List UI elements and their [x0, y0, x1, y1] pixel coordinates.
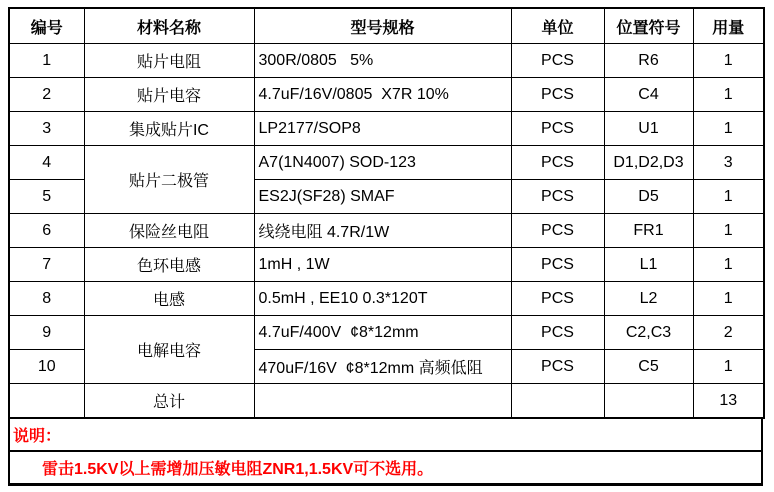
- cell-no-empty: [9, 384, 84, 419]
- cell-qty: 1: [693, 44, 764, 78]
- cell-name: 集成贴片IC: [84, 112, 254, 146]
- cell-pos: R6: [604, 44, 693, 78]
- cell-no: 4: [9, 146, 84, 180]
- cell-spec: 线绕电阻 4.7R/1W: [254, 214, 511, 248]
- table-row: [9, 282, 764, 316]
- table-row: [9, 316, 764, 350]
- cell-pos: D5: [604, 180, 693, 214]
- total-row: [9, 384, 764, 419]
- cell-unit: PCS: [511, 146, 604, 180]
- cell-qty: 3: [693, 146, 764, 180]
- cell-qty: 1: [693, 180, 764, 214]
- cell-name: 电感: [84, 282, 254, 316]
- notes-label: 说明：: [13, 428, 62, 445]
- cell-no: 9: [9, 316, 84, 350]
- header-qty: 用量: [693, 8, 764, 44]
- header-unit: 单位: [511, 8, 604, 44]
- cell-unit-empty: [511, 384, 604, 419]
- cell-name: 贴片电阻: [84, 44, 254, 78]
- cell-name: 贴片电容: [84, 78, 254, 112]
- cell-pos: C4: [604, 78, 693, 112]
- header-no: 编号: [9, 8, 84, 44]
- cell-unit: PCS: [511, 112, 604, 146]
- cell-qty: 1: [693, 78, 764, 112]
- cell-pos: FR1: [604, 214, 693, 248]
- cell-unit: PCS: [511, 214, 604, 248]
- cell-name: 保险丝电阻: [84, 214, 254, 248]
- cell-pos: C2,C3: [604, 316, 693, 350]
- cell-unit: PCS: [511, 282, 604, 316]
- table-row: [9, 44, 764, 78]
- cell-name: 色环电感: [84, 248, 254, 282]
- cell-name-merged: 电解电容: [84, 316, 254, 384]
- cell-pos: L2: [604, 282, 693, 316]
- cell-spec: ES2J(SF28) SMAF: [254, 180, 511, 214]
- notes-text-row: [8, 452, 763, 486]
- table-row: [9, 248, 764, 282]
- cell-spec: 300R/0805 5%: [254, 44, 511, 78]
- cell-unit: PCS: [511, 316, 604, 350]
- cell-name-merged: 贴片二极管: [84, 146, 254, 214]
- notes-text: 雷击1.5KV以上需增加压敏电阻ZNR1,1.5KV可不选用。: [42, 461, 434, 478]
- table-row: [9, 78, 764, 112]
- cell-spec-empty: [254, 384, 511, 419]
- cell-qty: 1: [693, 350, 764, 384]
- bom-table: [8, 7, 765, 419]
- cell-qty: 2: [693, 316, 764, 350]
- header-name: 材料名称: [84, 8, 254, 44]
- cell-pos: L1: [604, 248, 693, 282]
- cell-no: 5: [9, 180, 84, 214]
- cell-spec: 4.7uF/16V/0805 X7R 10%: [254, 78, 511, 112]
- cell-pos: C5: [604, 350, 693, 384]
- header-pos: 位置符号: [604, 8, 693, 44]
- cell-no: 10: [9, 350, 84, 384]
- notes-label-row: [8, 419, 763, 452]
- cell-spec: 4.7uF/400V ¢8*12mm: [254, 316, 511, 350]
- cell-unit: PCS: [511, 44, 604, 78]
- header-spec: 型号规格: [254, 8, 511, 44]
- cell-qty: 1: [693, 112, 764, 146]
- cell-unit: PCS: [511, 248, 604, 282]
- cell-no: 1: [9, 44, 84, 78]
- cell-no: 7: [9, 248, 84, 282]
- header-row: [9, 8, 764, 44]
- total-label: 总计: [84, 384, 254, 419]
- cell-qty: 1: [693, 282, 764, 316]
- cell-unit: PCS: [511, 180, 604, 214]
- cell-spec: LP2177/SOP8: [254, 112, 511, 146]
- cell-no: 2: [9, 78, 84, 112]
- cell-pos: D1,D2,D3: [604, 146, 693, 180]
- cell-spec: 470uF/16V ¢8*12mm 高频低阻: [254, 350, 511, 384]
- cell-pos-empty: [604, 384, 693, 419]
- cell-spec: A7(1N4007) SOD-123: [254, 146, 511, 180]
- cell-no: 3: [9, 112, 84, 146]
- table-row: [9, 146, 764, 180]
- cell-no: 8: [9, 282, 84, 316]
- total-qty: 13: [693, 384, 764, 419]
- cell-unit: PCS: [511, 350, 604, 384]
- cell-unit: PCS: [511, 78, 604, 112]
- cell-qty: 1: [693, 214, 764, 248]
- cell-spec: 0.5mH , EE10 0.3*120T: [254, 282, 511, 316]
- table-row: [9, 112, 764, 146]
- cell-spec: 1mH , 1W: [254, 248, 511, 282]
- cell-qty: 1: [693, 248, 764, 282]
- cell-pos: U1: [604, 112, 693, 146]
- table-row: [9, 214, 764, 248]
- cell-no: 6: [9, 214, 84, 248]
